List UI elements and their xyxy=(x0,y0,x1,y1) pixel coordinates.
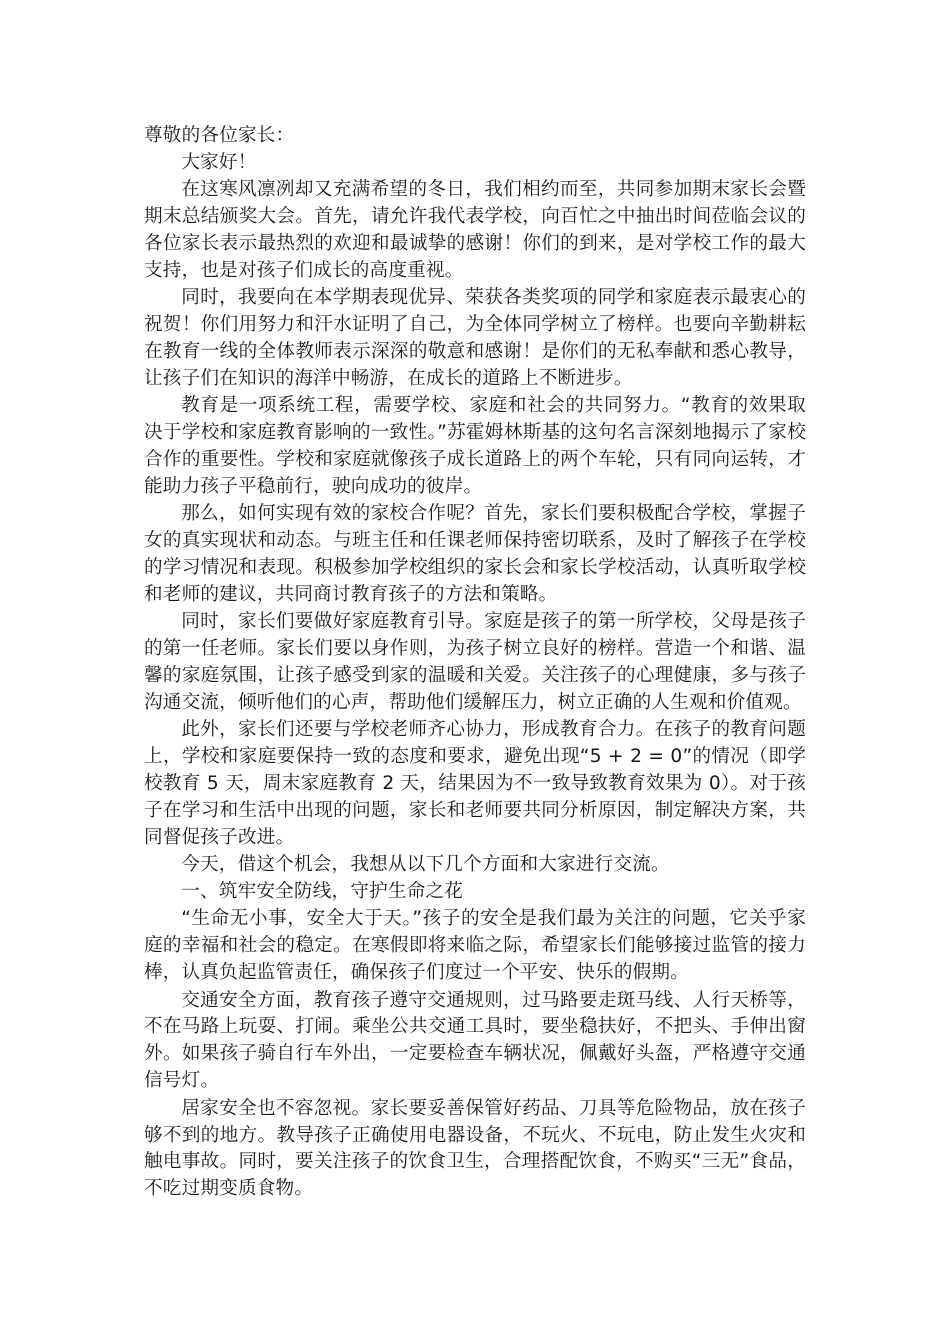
paragraph-traffic-safety: 交通安全方面，教育孩子遵守交通规则，过马路要走斑马线、人行天桥等，不在马路上玩耍、打闹。乘坐公共交通工具时，要坐稳扶好，不把头、手伸出窗外。如果孩子骑自行车外出，一定要检查车辆状况，佩戴好头盔，严格遵守交通信号灯。 xyxy=(144,989,806,1092)
paragraph-safety-intro: “生命无小事，安全大于天。”孩子的安全是我们最为关注的问题，它关乎家庭的幸福和社会的稳定。在寒假即将来临之际，希望家长们能够接过监管的接力棒，认真负起监管责任，确保孩子们度过一个平安、快乐的假期。 xyxy=(144,908,806,984)
letter-body xyxy=(144,123,806,1203)
paragraph-home-school-cooperation: 教育是一项系统工程，需要学校、家庭和社会的共同努力。“教育的效果取决于学校和家庭教育影响的一致性。”苏霍姆林斯基的这句名言深刻地揭示了家校合作的重要性。学校和家庭就像孩子成长道路上的两个车轮，只有同向运转，才能助力孩子平稳前行，驶向成功的彼岸。 xyxy=(144,395,806,497)
paragraph-effective-cooperation: 那么，如何实现有效的家校合作呢？首先，家长们要积极配合学校，掌握子女的真实现状和动态。与班主任和任课老师保持密切联系，及时了解孩子在学校的学习情况和表现。积极参加学校组织的家长会和家长学校活动，认真听取学校和老师的建议，共同商讨教育孩子的方法和策略。 xyxy=(144,503,806,605)
section-heading-safety: 一、筑牢安全防线，守护生命之花 xyxy=(181,881,464,903)
paragraph-home-safety: 居家安全也不容忽视。家长要妥善保管好药品、刀具等危险物品，放在孩子够不到的地方。教导孩子正确使用电器设备，不玩火、不玩电，防止发生火灾和触电事故。同时，要关注孩子的饮食卫生，合理搭配饮食，不购买“三无”食品，不吃过期变质食物。 xyxy=(144,1097,806,1200)
paragraph-topics-intro: 今天，借这个机会，我想从以下几个方面和大家进行交流。 xyxy=(181,854,670,876)
salutation: 尊敬的各位家长： xyxy=(144,125,295,146)
paragraph-congratulations: 同时，我要向在本学期表现优异、荣获各类奖项的同学和家庭表示最衷心的祝贺！你们用努力和汗水证明了自己，为全体同学树立了榜样。也要向辛勤耕耘在教育一线的全体教师表示深深的敬意和感谢！是你们的无私奉献和悉心教导，让孩子们在知识的海洋中畅游，在成长的道路上不断进步。 xyxy=(144,286,806,389)
paragraph-welcome: 在这寒风凛冽却又充满希望的冬日，我们相约而至，共同参加期末家长会暨期末总结颁奖大会。首先，请允许我代表学校，向百忙之中抽出时间莅临会议的各位家长表示最热烈的欢迎和最诚挚的感谢！你们的到来，是对学校工作的最大支持，也是对孩子们成长的高度重视。 xyxy=(144,178,806,281)
paragraph-greeting: 大家好！ xyxy=(181,151,257,173)
paragraph-joint-effort: 此外，家长们还要与学校老师齐心协力，形成教育合力。在孩子的教育问题上，学校和家庭要保持一致的态度和要求，避免出现“5 + 2 = 0”的情况（即学校教育 5 天，周末家庭教育 2 天，结果因为不一致导致教育效果为 0）。对于孩子在学习和生活中出现的问题，家长和老师要共同分析原因，制定解决方案，共同督促孩子改进。 xyxy=(144,719,806,849)
paragraph-family-education: 同时，家长们要做好家庭教育引导。家庭是孩子的第一所学校，父母是孩子的第一任老师。家长们要以身作则，为孩子树立良好的榜样。营造一个和谐、温馨的家庭氛围，让孩子感受到家的温暖和关爱。关注孩子的心理健康，多与孩子沟通交流，倾听他们的心声，帮助他们缓解压力，树立正确的人生观和价值观。 xyxy=(144,611,806,714)
